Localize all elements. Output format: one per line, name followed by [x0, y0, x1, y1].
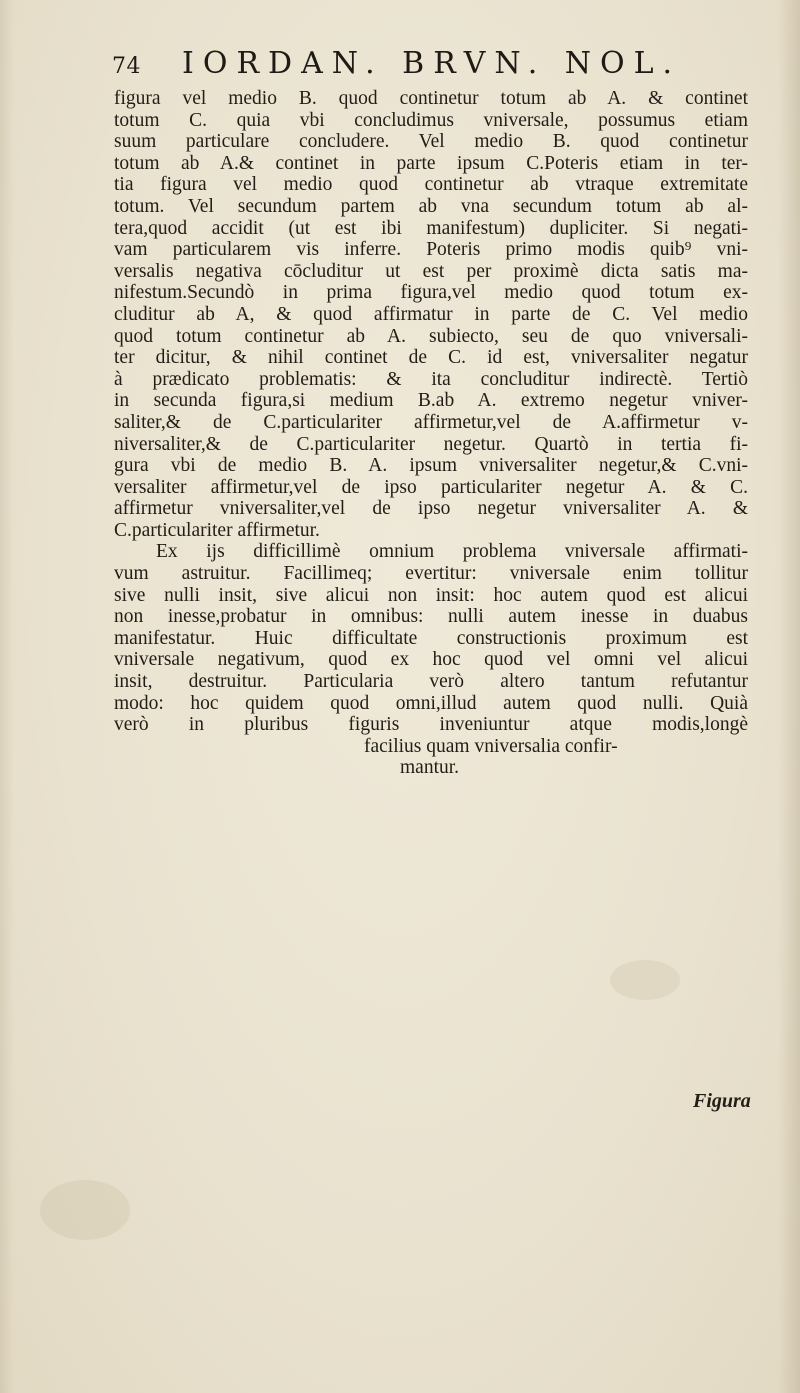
page-edge-shadow — [778, 0, 800, 1393]
page-header — [112, 38, 752, 88]
text-line: totum. Vel secundum partem ab vna secundum totum ab al- — [114, 195, 748, 217]
text-line: tia figura vel medio quod continetur ab vtraque extremitate — [114, 174, 748, 196]
body-text — [114, 88, 748, 779]
paper-stain — [610, 960, 680, 1000]
text-line: ter dicitur, & nihil continet de C. id est, vniversaliter negatur — [114, 347, 748, 369]
text-line: vam particularem vis inferre. Poteris primo modis quib⁹ vni- — [114, 239, 748, 261]
text-line: versaliter affirmetur,vel de ipso particulariter negetur A. & C. — [114, 476, 748, 498]
text-line: modo: hoc quidem quod omni,illud autem quod nulli. Quià — [114, 692, 748, 714]
text-line: facilius quam vniversalia confir- — [364, 735, 618, 757]
text-line: suum particulare concludere. Vel medio B. quod continetur — [114, 131, 748, 153]
text-line: vum astruitur. Facillimeq; evertitur: vniversale enim tollitur — [114, 563, 748, 585]
text-line: totum ab A.& continet in parte ipsum C.Poteris etiam in ter- — [114, 152, 748, 174]
text-line: nifestum.Secundò in prima figura,vel medio quod totum ex- — [114, 282, 748, 304]
text-line: niversaliter,& de C.particulariter negetur. Quartò in tertia fi- — [114, 433, 748, 455]
text-line: à prædicato problematis: & ita concluditur indirectè. Tertiò — [114, 368, 748, 390]
text-line: insit, destruitur. Particularia verò altero tantum refutantur — [114, 671, 748, 693]
text-line: C.particulariter affirmetur. — [114, 519, 320, 541]
text-line: sive nulli insit, sive alicui non insit: hoc autem quod est alicui — [114, 584, 748, 606]
text-line: verò in pluribus figuris inveniuntur atque modis,longè — [114, 714, 748, 736]
text-line: in secunda figura,si medium B.ab A. extremo negetur vniver- — [114, 390, 748, 412]
text-line: gura vbi de medio B. A. ipsum vniversaliter negetur,& C.vni- — [114, 455, 748, 477]
page-number: 74 — [112, 54, 141, 79]
catchword: Figura — [693, 1090, 751, 1112]
text-line: manifestatur. Huic difficultate constructionis proximum est — [114, 627, 748, 649]
text-line: tera,quod accidit (ut est ibi manifestum) dupliciter. Si negati- — [114, 217, 748, 239]
text-line: totum C. quia vbi concludimus vniversale, possumus etiam — [114, 109, 748, 131]
text-line: cluditur ab A, & quod affirmatur in parte de C. Vel medio — [114, 303, 748, 325]
running-head: IORDAN. BRVN. NOL. — [182, 46, 682, 81]
text-line: quod totum continetur ab A. subiecto, seu de quo vniversali- — [114, 325, 748, 347]
paper-stain — [40, 1180, 130, 1240]
text-line: affirmetur vniversaliter,vel de ipso negetur vniversaliter A. & — [114, 498, 748, 520]
text-line: saliter,& de C.particulariter affirmetur,vel de A.affirmetur v- — [114, 411, 748, 433]
text-line: non inesse,probatur in omnibus: nulli autem inesse in duabus — [114, 606, 748, 628]
page-gutter-shadow — [0, 0, 14, 1393]
paragraph-start-line: Ex ijs difficillimè omnium problema vniversale affirmati- — [156, 541, 748, 563]
text-line: versalis negativa cōcluditur ut est per proximè dicta satis ma- — [114, 260, 748, 282]
text-line: vniversale negativum, quod ex hoc quod vel omni vel alicui — [114, 649, 748, 671]
text-line: mantur. — [400, 757, 460, 779]
text-line: figura vel medio B. quod continetur totum ab A. & continet — [114, 88, 748, 109]
